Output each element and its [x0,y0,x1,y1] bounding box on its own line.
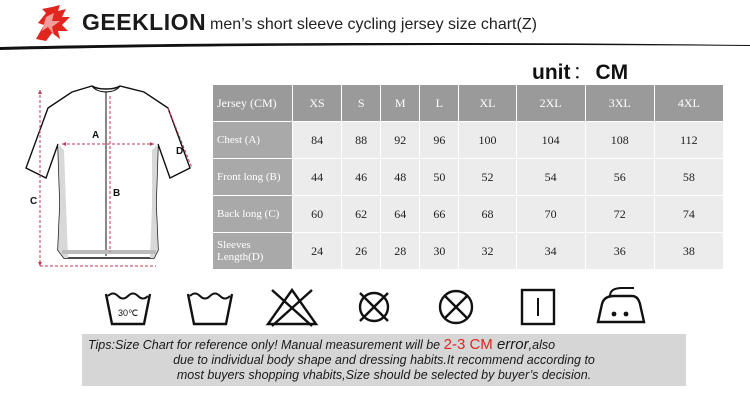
unit-value: CM [595,61,629,84]
table-corner-cell: Jersey (CM) [213,85,293,122]
row-label-back-long: Back long (C) [213,196,293,233]
table-cell: 70 [516,196,585,233]
do-not-dry-clean-icon [428,284,484,330]
table-row-front-long [213,159,724,196]
table-cell: 36 [585,233,654,270]
table-cell: 100 [459,122,516,159]
tips-line-1-text: Tips:Size Chart for reference only! Manual measurement will be [88,338,444,352]
table-cell: 26 [342,233,381,270]
row-label-sleeve-length: Sleeves Length(D) [213,233,293,270]
size-header-s: S [342,85,381,122]
size-header-xs: XS [293,85,342,122]
measure-d-label: D [176,146,184,157]
table-row-sleeve-length [213,233,724,270]
table-cell: 58 [654,159,723,196]
size-header-m: M [381,85,420,122]
size-header-l: L [420,85,459,122]
table-cell: 48 [381,159,420,196]
table-cell: 74 [654,196,723,233]
table-row-back-long [213,196,724,233]
tips-error-range: 2-3 CM [443,336,493,353]
table-cell: 50 [420,159,459,196]
jersey-outline [26,86,190,258]
do-not-bleach-icon [264,284,320,330]
table-cell: 52 [459,159,516,196]
unit-separator: ： [572,61,594,84]
row-label-front-long: Front long (B) [213,159,293,196]
table-cell: 56 [585,159,654,196]
brand-name: GEEKLION [82,9,207,35]
size-header-xl: XL [459,85,516,122]
care-instructions [100,284,660,330]
table-cell: 112 [654,122,723,159]
do-not-tumble-dry-icon [346,284,402,330]
table-cell: 92 [381,122,420,159]
table-cell: 32 [459,233,516,270]
table-cell: 44 [293,159,342,196]
iron-medium-icon [592,284,648,330]
table-cell: 34 [516,233,585,270]
table-cell: 108 [585,122,654,159]
tips-line-2: due to individual body shape and dressing habits.It recommend according to [173,353,595,367]
tips-line-3: most buyers shopping vhabits,Size should be selected by buyer’s decision. [176,368,592,382]
table-cell: 72 [585,196,654,233]
size-header-2xl: 2XL [516,85,585,122]
table-cell: 104 [516,122,585,159]
tips-error-word: error [492,336,529,353]
measure-b-label: B [113,188,121,199]
hand-wash-icon [182,284,238,330]
table-cell: 60 [293,196,342,233]
unit-label [532,56,628,86]
table-cell: 66 [420,196,459,233]
size-header-3xl: 3XL [585,85,654,122]
table-cell: 68 [459,196,516,233]
lion-logo-icon [30,3,74,43]
line-dry-icon [510,284,566,330]
table-row-chest [213,122,724,159]
table-cell: 96 [420,122,459,159]
size-chart-table [212,84,724,270]
table-header-row [213,85,724,122]
page-subtitle: men’s short sleeve cycling jersey size chart(Z) [210,16,537,33]
table-cell: 54 [516,159,585,196]
unit-word: unit [532,61,571,84]
tips-line-1 [88,337,680,353]
header [0,0,750,52]
table-cell: 64 [381,196,420,233]
table-cell: 84 [293,122,342,159]
header-swoosh [0,38,750,50]
jersey-diagram [18,80,198,280]
table-cell: 88 [342,122,381,159]
measure-a-label: A [92,130,100,141]
table-cell: 62 [342,196,381,233]
tips-box [82,334,686,386]
table-cell: 28 [381,233,420,270]
table-cell: 24 [293,233,342,270]
table-cell: 38 [654,233,723,270]
row-label-chest: Chest (A) [213,122,293,159]
tips-line-1-end: ,also [528,338,556,352]
wash-temperature: 30℃ [117,308,139,318]
size-header-4xl: 4XL [654,85,723,122]
table-cell: 46 [342,159,381,196]
table-cell: 30 [420,233,459,270]
wash-30-icon [100,284,156,330]
measure-c-label: C [30,196,38,207]
